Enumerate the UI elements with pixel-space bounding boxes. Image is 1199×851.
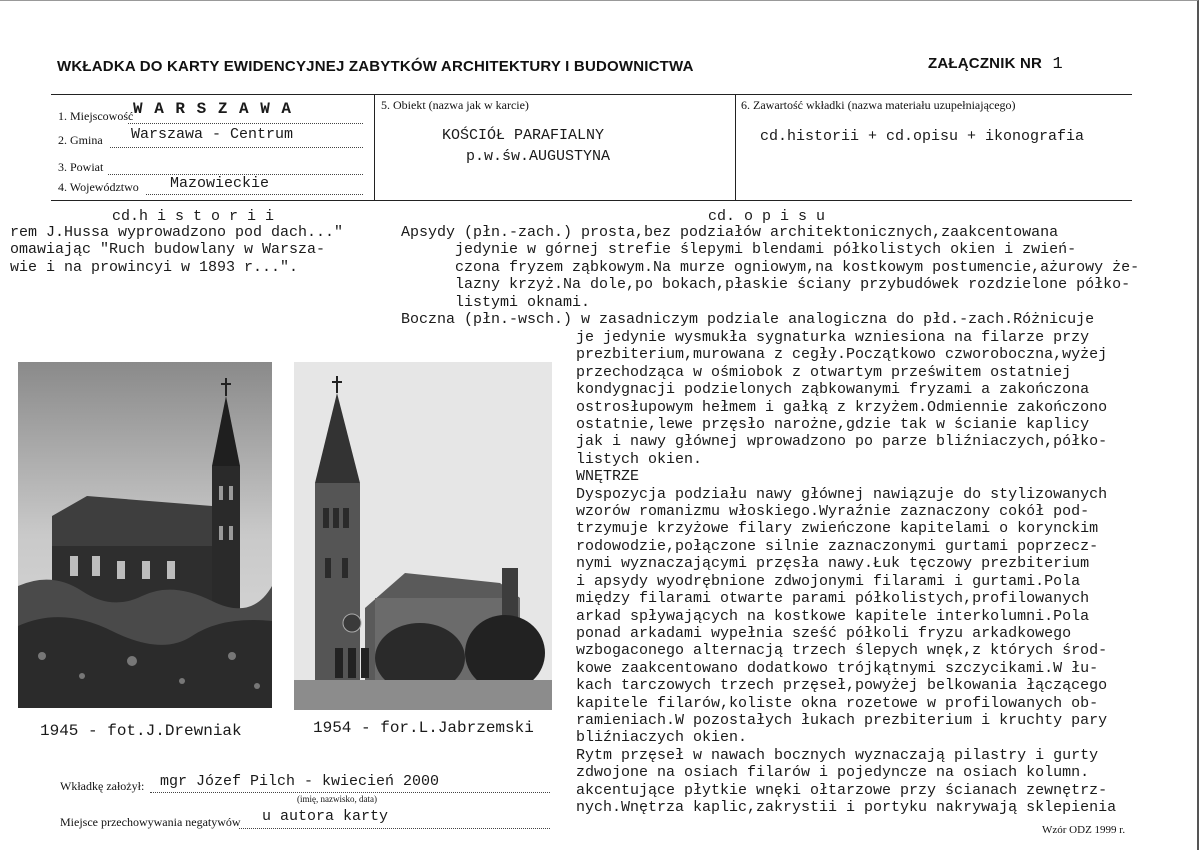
history-heading: cd.h i s t o r i i — [112, 208, 275, 225]
photo-1945-caption: 1945 - fot.J.Drewniak — [40, 722, 242, 740]
author-line — [150, 792, 550, 793]
description-line: kach tarczowych trzech przęseł,powyżej belkowania łączącego — [576, 677, 1108, 695]
form-top-border — [51, 94, 1132, 95]
description-line: kondygnacji podzielonych ząbkowanymi fryzami a zakończona — [576, 381, 1090, 399]
description-line: listymi oknami. — [401, 293, 591, 311]
zawartosc-label: 6. Zawartość wkładki (nazwa materiału uzupełniającego) — [741, 98, 1016, 112]
negatives-label: Miejsce przechowywania negatywów — [60, 815, 241, 829]
description-line: Boczna (płn.-wsch.) w zasadniczym podziale analogiczna do płd.-zach.Różnicuje — [401, 311, 1095, 329]
description-line: nymi wyznaczającymi przęsła nawy.Łuk tęczowy prezbiterium — [576, 555, 1090, 573]
annex-label-text: ZAŁĄCZNIK NR — [928, 55, 1043, 72]
obiekt-label: 5. Obiekt (nazwa jak w karcie) — [381, 98, 529, 112]
form-bottom-border — [51, 200, 1132, 201]
description-line: ramieniach.W pozostałych łukach prezbiterium i kruchty pary — [576, 711, 1108, 729]
obiekt-line1: KOŚCIÓŁ PARAFIALNY — [442, 127, 605, 144]
church-ruins-image — [12, 356, 278, 718]
author-hint: (imię, nazwisko, data) — [297, 794, 377, 804]
form-divider-1 — [374, 94, 375, 200]
negatives-value: u autora karty — [262, 808, 389, 825]
obiekt-line2: p.w.św.AUGUSTYNA — [466, 148, 611, 165]
history-text — [10, 224, 343, 276]
form-divider-2 — [735, 94, 736, 200]
church-1954-image — [290, 358, 556, 714]
description-line: ostatnie,lewe przęsło narożne,gdzie tak w ścianie kaplicy — [576, 416, 1090, 434]
author-value: mgr Józef Pilch - kwiecień 2000 — [160, 773, 440, 790]
zawartosc-value: cd.historii + cd.opisu + ikonografia — [760, 128, 1085, 145]
description-line: lazny krzyż.Na dole,po bokach,płaskie ściany przybudówek rozdzielone półko- — [401, 276, 1131, 294]
miejscowosc-value: W A R S Z A W A — [133, 100, 293, 118]
description-line: czona fryzem ząbkowym.Na murze ogniowym,na kostkowym postumencie,ażurowy że- — [401, 258, 1140, 276]
annex-label — [928, 55, 1063, 74]
gmina-line — [110, 147, 363, 148]
wojewodztwo-label: 4. Województwo — [58, 180, 139, 194]
description-heading: cd. o p i s u — [708, 208, 826, 225]
gmina-value: Warszawa - Centrum — [131, 126, 294, 143]
description-line: prezbiterium,murowana z cegły.Początkowo czworoboczna,wyżej — [576, 346, 1108, 364]
description-line: arkad spływających na kostkowe kapitele interkolumni.Pola — [576, 607, 1090, 625]
description-line: rodowodzie,połączone silnie zaznaczonymi gurtami poprzecz- — [576, 537, 1099, 555]
description-line: kowe zaakcentowano dodatkowo trójkątnymi szczycikami.W łu- — [576, 659, 1099, 677]
description-line: przechodząca w ośmiobok z otwartym prześwitem ostatniej — [576, 363, 1072, 381]
history-line: wie i na prowincyi w 1893 r...". — [10, 258, 299, 276]
gmina-label: 2. Gmina — [58, 133, 103, 147]
church-photo-1945 — [12, 356, 278, 718]
wojewodztwo-value: Mazowieckie — [170, 175, 270, 192]
description-line: WNĘTRZE — [576, 468, 640, 486]
description-line: i apsydy wyodrębnione zdwojonymi filarami i gurtami.Pola — [576, 572, 1081, 590]
form-code: Wzór ODZ 1999 r. — [1042, 824, 1126, 836]
description-line: między filarami otwarte parami półkolistych,profilowanych — [576, 590, 1090, 608]
description-line: zdwojone na osiach filarów i pojedyncze na osiach kolumn. — [576, 764, 1090, 782]
description-main-text — [576, 329, 1116, 816]
description-top-text — [401, 224, 1139, 328]
history-line: omawiając "Ruch budowlany w Warsza- — [10, 241, 326, 259]
miejscowosc-label: 1. Miejscowość — [58, 109, 134, 123]
description-line: nych.Wnętrza kaplic,zakrystii i portyku nakrywają sklepienia — [576, 798, 1117, 816]
document-title: WKŁADKA DO KARTY EWIDENCYJNEJ ZABYTKÓW ARCHITEKTURY I BUDOWNICTWA — [57, 58, 694, 75]
description-line: jak i nawy głównej wprowadzono po parze bliźniaczych,półko- — [576, 433, 1108, 451]
photo-1954-caption: 1954 - for.L.Jabrzemski — [313, 719, 534, 737]
author-label: Wkładkę założył: — [60, 779, 145, 793]
description-line: Dyspozycja podziału nawy głównej nawiązuje do stylizowanych — [576, 485, 1108, 503]
powiat-label: 3. Powiat — [58, 160, 104, 174]
description-line: bliźniaczych okien. — [576, 729, 748, 747]
description-line: akcentujące płytkie wnęki ołtarzowe przy ścianach zewnętrz- — [576, 781, 1108, 799]
annex-number: 1 — [1052, 55, 1063, 74]
wojewodztwo-line — [146, 194, 363, 195]
miejscowosc-line — [128, 123, 363, 124]
description-line: listych okien. — [576, 450, 703, 468]
description-line: Apsydy (płn.-zach.) prosta,bez podziałów architektonicznych,zaakcentowana — [401, 224, 1059, 241]
description-line: wzbogaconego alternacją trzech ślepych wnęk,z których środ- — [576, 642, 1108, 660]
description-line: jedynie w górnej strefie ślepymi blendami półkolistych okien i zwień- — [401, 241, 1077, 259]
description-line: ponad arkadami wypełnia sześć półkoli fryzu arkadkowego — [576, 624, 1072, 642]
description-line: ostrosłupowym hełmem i gałką z krzyżem.Odmiennie zakończono — [576, 398, 1108, 416]
description-line: je jedynie wysmukła sygnaturka wzniesiona na filarze przy — [576, 329, 1090, 346]
negatives-line — [239, 828, 550, 829]
church-photo-1954 — [290, 358, 556, 714]
description-line: Rytm przęseł w nawach bocznych wyznaczają pilastry i gurty — [576, 746, 1099, 764]
history-line: rem J.Hussa wyprowadzono pod dach..." — [10, 224, 344, 241]
description-line: trzymuje krzyżowe filary zwieńczone kapitelami o korynckim — [576, 520, 1099, 538]
description-line: kapitele filarów,koliste okna rozetowe w profilowanych ob- — [576, 694, 1099, 712]
description-line: wzorów romanizmu włoskiego.Wyraźnie zaznaczony cokół pod- — [576, 503, 1090, 521]
